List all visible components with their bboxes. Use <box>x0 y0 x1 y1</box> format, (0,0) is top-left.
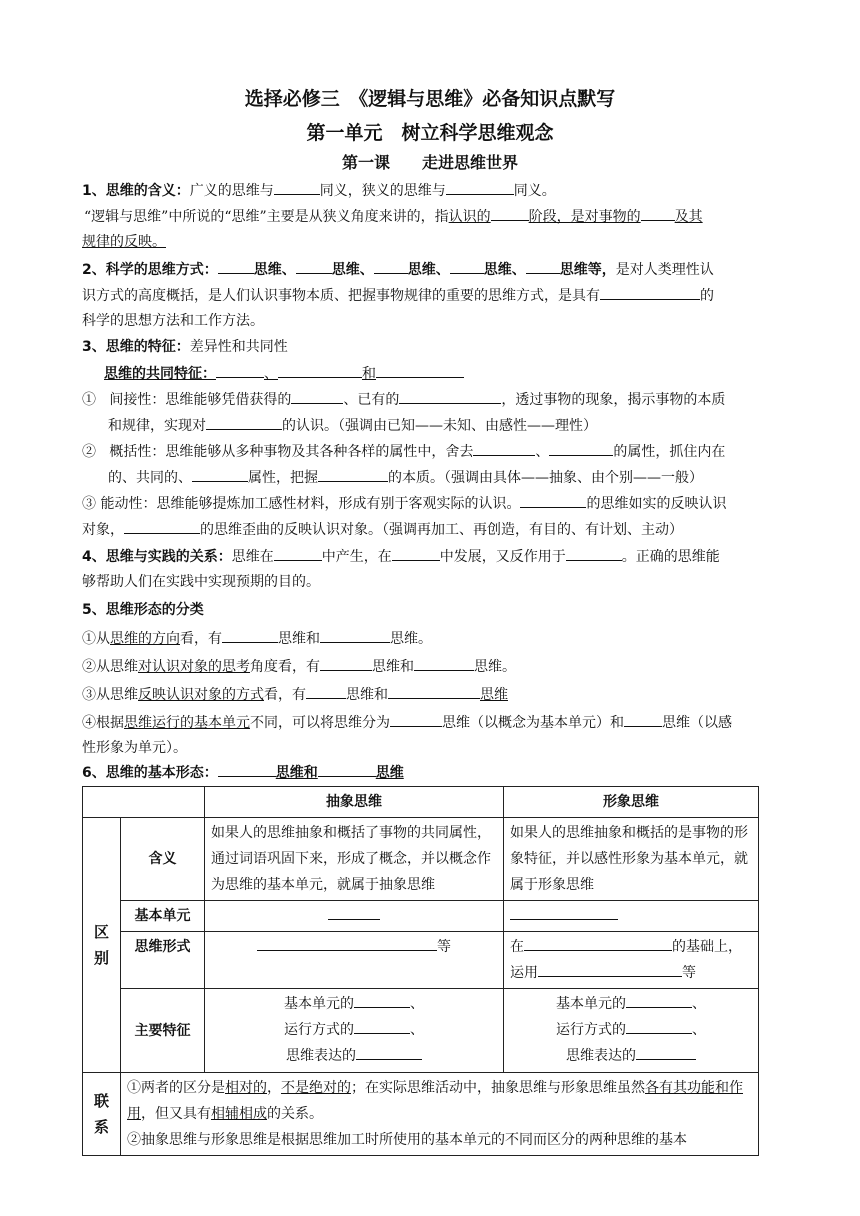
text: ，但又具有 <box>141 1106 211 1122</box>
text: 思维（以感 <box>662 715 732 731</box>
text: 、 <box>535 444 550 460</box>
blank[interactable] <box>549 441 613 456</box>
text: ② <box>82 444 96 460</box>
s5-row4-cont <box>82 738 782 758</box>
text: 、已有的 <box>343 392 400 408</box>
text: 、 <box>264 366 278 382</box>
underlined-text: 对认识对象的思考 <box>138 659 250 675</box>
text: 性形象为单元）。 <box>82 740 187 756</box>
text: 思维和 <box>275 765 318 781</box>
text: ①从 <box>82 631 110 647</box>
row-label-unit: 基本单元 <box>121 901 205 932</box>
row-label-meaning: 含义 <box>121 818 205 901</box>
text: 基本单元的 <box>284 996 354 1012</box>
text: 、 <box>692 996 706 1012</box>
text: ，透过事物的现象，揭示事物的本质 <box>501 392 726 408</box>
blank[interactable] <box>641 206 675 221</box>
underlined-text: 思维 <box>480 687 508 703</box>
blank[interactable] <box>491 206 529 221</box>
s1-line1 <box>82 180 782 201</box>
group-label: 联系 <box>93 1092 109 1136</box>
blank[interactable] <box>600 285 700 300</box>
text: 在 <box>510 939 524 955</box>
text: 思维、 <box>331 262 374 278</box>
text: 差异性和共同性 <box>189 339 288 355</box>
underlined-text: 规律的反映。 <box>82 234 166 250</box>
s2-line1 <box>82 259 782 280</box>
blank[interactable] <box>320 628 390 643</box>
unit-abstract-cell <box>205 901 504 932</box>
s2-heading: 2、科学的思维方式： <box>82 262 218 278</box>
s3-item1 <box>82 389 782 410</box>
blank[interactable] <box>318 762 376 777</box>
blank[interactable] <box>392 546 440 561</box>
meaning-abstract: 如果人的思维抽象和概括了事物的共同属性，通过词语巩固下来，形成了概念，并以概念作为思维的基本单元，就属于抽象思维 <box>205 818 504 901</box>
text: 思维表达的 <box>566 1048 636 1064</box>
s5-row3 <box>82 684 782 705</box>
text: 科学的思想方法和工作方法。 <box>82 313 264 329</box>
text: 运行方式的 <box>556 1022 626 1038</box>
s2-line3 <box>82 311 782 331</box>
text: 思维 <box>375 765 404 781</box>
s5-row1 <box>82 628 782 649</box>
header-image: 形象思维 <box>504 787 759 818</box>
s1-heading: 1、思维的含义： <box>82 183 190 199</box>
blank[interactable] <box>473 441 535 456</box>
blank[interactable] <box>388 684 480 699</box>
text: 思维、 <box>407 262 450 278</box>
text: 等 <box>682 965 696 981</box>
underlined-text: 及其 <box>674 209 703 225</box>
blank[interactable] <box>278 363 362 378</box>
text: ④根据 <box>82 715 124 731</box>
s3-common <box>104 363 804 384</box>
blank[interactable] <box>636 1045 696 1060</box>
form-image-cell <box>504 932 759 989</box>
blank[interactable] <box>328 905 380 920</box>
s3-heading: 3、思维的特征： <box>82 339 190 355</box>
header-abstract: 抽象思维 <box>205 787 504 818</box>
text: 思维和 <box>278 631 320 647</box>
text: 的属性，抓住内在 <box>613 444 726 460</box>
text: 同义，狭义的思维与 <box>319 183 446 199</box>
blank[interactable] <box>376 363 464 378</box>
blank[interactable] <box>274 180 320 195</box>
unit-image-cell <box>504 901 759 932</box>
text: 的基础上， <box>672 939 742 955</box>
text: ②抽象思维与形象思维是根据思维加工时所使用的基本单元的不同而区分的两种思维的基本 <box>127 1132 687 1148</box>
text: ③ 能动性：思维能够提炼加工感性材料，形成有别于客观实际的认识。 <box>82 496 521 512</box>
underlined-text: 反映认识对象的方式 <box>138 687 264 703</box>
s4-heading: 4、思维与实践的关系： <box>82 549 232 565</box>
blank[interactable] <box>414 656 474 671</box>
text: ③从思维 <box>82 687 138 703</box>
blank[interactable] <box>356 1045 422 1060</box>
blank[interactable] <box>354 1019 410 1034</box>
text: 。正确的思维能 <box>621 549 720 565</box>
s3-item2-cont <box>108 467 808 488</box>
blank[interactable] <box>218 259 254 274</box>
text: 识方式的高度概括，是人们认识事物本质、把握事物规律的重要的思维方式，是具有 <box>82 288 600 304</box>
text: 中发展，又反作用于 <box>439 549 566 565</box>
table-row-feature <box>83 989 759 1073</box>
unit-title: 第一单元 树立科学思维观念 <box>306 122 554 144</box>
blank[interactable] <box>626 1019 692 1034</box>
text: 思维等， <box>559 262 616 278</box>
row-label-feature: 主要特征 <box>121 989 205 1073</box>
blank[interactable] <box>320 656 372 671</box>
blank[interactable] <box>296 259 332 274</box>
text: 思维的共同特征： <box>104 366 216 382</box>
text: 角度看，有 <box>250 659 320 675</box>
text: ①两者的区分是 <box>127 1080 225 1096</box>
underlined-text: 阶段，是对事物的 <box>528 209 641 225</box>
blank[interactable] <box>510 905 618 920</box>
text: ②从思维 <box>82 659 138 675</box>
row-label-form: 思维形式 <box>121 932 205 989</box>
s1-line3 <box>82 232 782 252</box>
text: 和 <box>362 366 376 382</box>
blank[interactable] <box>566 546 622 561</box>
blank[interactable] <box>626 993 692 1008</box>
text: 思维（以概念为基本单元）和 <box>442 715 624 731</box>
text: 思维。 <box>474 659 516 675</box>
text: 广义的思维与 <box>189 183 274 199</box>
text: 的本质。（强调由具体——抽象、由个别——一般） <box>388 470 703 486</box>
text: 间接性：思维能够凭借获得的 <box>109 392 292 408</box>
blank[interactable] <box>354 993 410 1008</box>
blank[interactable] <box>446 180 514 195</box>
group-difference <box>83 818 121 1073</box>
s5-row2 <box>82 656 782 677</box>
s3-item3-cont <box>82 519 782 540</box>
text: 运行方式的 <box>284 1022 354 1038</box>
text: 思维、 <box>253 262 296 278</box>
blank[interactable] <box>291 389 343 404</box>
text: 不同，可以将思维分为 <box>250 715 390 731</box>
text: 运用 <box>510 965 538 981</box>
text: 看，有 <box>264 687 306 703</box>
text: 的思维歪曲的反映认识对象。（强调再加工、再创造，有目的、有计划、主动） <box>200 522 683 538</box>
blank[interactable] <box>450 259 484 274</box>
text: 等 <box>437 939 451 955</box>
text: 是对人类理性认 <box>615 262 714 278</box>
s4-line2 <box>82 572 782 592</box>
underlined-text: 思维的方向 <box>110 631 180 647</box>
text: 够帮助人们在实践中实现预期的目的。 <box>82 574 320 590</box>
text: ① <box>82 392 96 408</box>
blank[interactable] <box>624 712 662 727</box>
text: 基本单元的 <box>556 996 626 1012</box>
blank[interactable] <box>306 684 346 699</box>
text: 概括性：思维能够从多种事物及其各种各样的属性中，舍去 <box>109 444 474 460</box>
blank[interactable] <box>538 962 682 977</box>
comparison-table <box>82 786 759 1156</box>
text: 属性，把握 <box>248 470 318 486</box>
s3-item3 <box>82 493 782 514</box>
text: 的认识。（强调由已知——未知、由感性——理性） <box>282 418 597 434</box>
s2-line2 <box>82 285 782 306</box>
text: “逻辑与思维”中所说的“思维”主要是从狭义角度来讲的，指 <box>84 209 449 225</box>
table-header-row <box>83 787 759 818</box>
feature-abstract-cell <box>205 989 504 1073</box>
blank[interactable] <box>206 415 282 430</box>
lesson-title: 第一课 走进思维世界 <box>341 153 518 172</box>
blank[interactable] <box>124 519 200 534</box>
blank[interactable] <box>526 259 560 274</box>
underlined-text: 各有其功能和作用 <box>127 1080 743 1122</box>
blank[interactable] <box>192 467 248 482</box>
text: 对象， <box>82 522 124 538</box>
feature-image-cell <box>504 989 759 1073</box>
text: 思维在 <box>231 549 274 565</box>
text: 的 <box>700 288 714 304</box>
text: 和规律，实现对 <box>108 418 206 434</box>
table-row-unit <box>83 901 759 932</box>
blank[interactable] <box>520 493 586 508</box>
text: 中产生，在 <box>321 549 392 565</box>
text: 的关系。 <box>267 1106 323 1122</box>
underlined-text: 相辅相成 <box>211 1106 267 1122</box>
s4-line1 <box>82 546 782 567</box>
blank[interactable] <box>274 546 322 561</box>
s3-item2 <box>82 441 782 462</box>
table-corner-cell <box>83 787 205 818</box>
meaning-image: 如果人的思维抽象和概括的是事物的形象特征，并以感性形象为基本单元，就属于形象思维 <box>504 818 759 901</box>
blank[interactable] <box>399 389 501 404</box>
text: 思维表达的 <box>286 1048 356 1064</box>
blank[interactable] <box>374 259 408 274</box>
group-link <box>83 1073 121 1156</box>
text: 思维和 <box>346 687 388 703</box>
s3-item1-cont <box>108 415 808 436</box>
text: 的、共同的、 <box>108 470 192 486</box>
s5-heading-line <box>82 600 782 620</box>
underlined-text: 认识的 <box>448 209 491 225</box>
blank[interactable] <box>257 936 437 951</box>
text: 、 <box>692 1022 706 1038</box>
table-row-link <box>83 1073 759 1156</box>
underlined-text: 相对的 <box>225 1080 267 1096</box>
s5-heading: 5、思维形态的分类 <box>82 602 204 618</box>
document-title: 选择必修三 《逻辑与思维》必备知识点默写 <box>244 88 616 110</box>
text: 思维和 <box>372 659 414 675</box>
text: 看，有 <box>180 631 222 647</box>
text: 、 <box>410 996 424 1012</box>
s1-line2 <box>84 206 784 227</box>
form-abstract-cell <box>205 932 504 989</box>
blank[interactable] <box>524 936 672 951</box>
s6-line <box>82 762 782 783</box>
link-cell <box>121 1073 759 1156</box>
blank[interactable] <box>318 467 388 482</box>
blank[interactable] <box>222 628 278 643</box>
text: ；在实际思维活动中，抽象思维与形象思维虽然 <box>351 1080 645 1096</box>
blank[interactable] <box>216 363 264 378</box>
text: ， <box>267 1080 281 1096</box>
s6-heading: 6、思维的基本形态： <box>82 765 218 781</box>
text: 思维、 <box>483 262 526 278</box>
text: 的思维如实的反映认识 <box>586 496 727 512</box>
group-label: 区别 <box>93 923 109 967</box>
text: 、 <box>410 1022 424 1038</box>
s5-row4 <box>82 712 782 733</box>
underlined-text: 思维运行的基本单元 <box>124 715 250 731</box>
blank[interactable] <box>390 712 442 727</box>
text: 同义。 <box>513 183 556 199</box>
blank[interactable] <box>218 762 276 777</box>
table-row-form <box>83 932 759 989</box>
underlined-text: 不是绝对的 <box>281 1080 351 1096</box>
s3-line1 <box>82 337 782 357</box>
table-row-meaning <box>83 818 759 901</box>
text: 思维。 <box>390 631 432 647</box>
